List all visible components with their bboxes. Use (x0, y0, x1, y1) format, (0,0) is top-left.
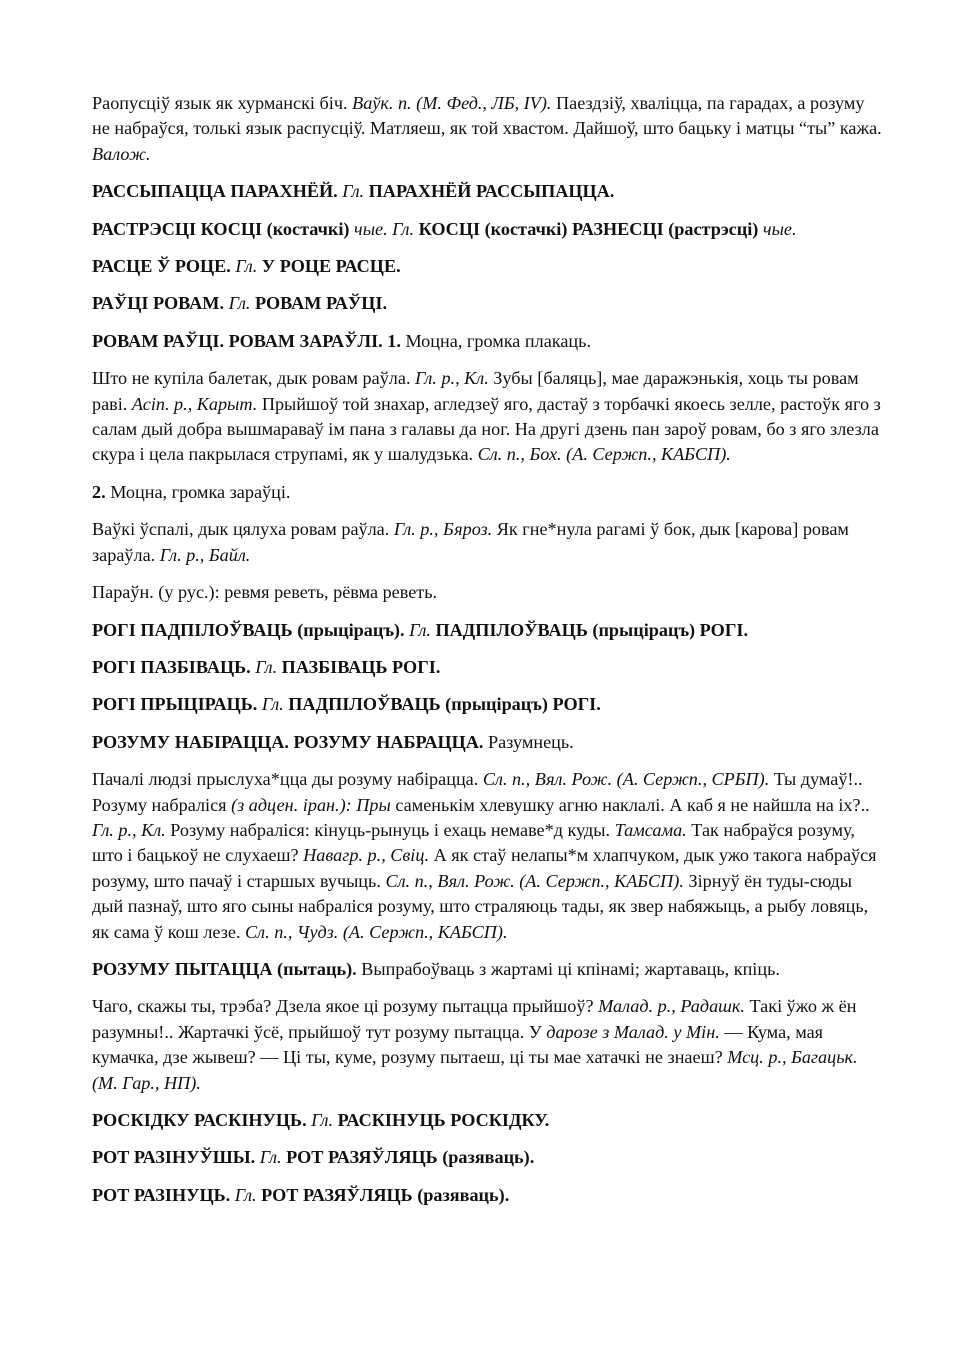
headword-text: РАСТРЭСЦІ КОСЦІ (костачкі) (92, 218, 350, 239)
headword-text: РАСКІНУЦЬ РОСКІДКУ. (333, 1110, 550, 1130)
paragraph (92, 254, 882, 279)
source-text: Гл. (224, 293, 251, 314)
body-text: Такі ўжо ж ён разумны!.. Жартачкі ўсё, прыйшоў тут розуму пытацца. У (92, 996, 857, 1042)
source-text: Сл. п., Вял. Рож. (А. Сержп., КАБСП). (385, 870, 684, 891)
headword-text: РОТ РАЗІНУЦЬ. (92, 1184, 231, 1205)
source-text: (з адцен. іран.): Пры (231, 794, 391, 815)
headword-text: У РОЦЕ РАСЦЕ. (257, 256, 401, 277)
paragraph (92, 1145, 882, 1170)
paragraph (92, 517, 882, 568)
paragraph (92, 329, 882, 354)
headword-text: РОТ РАЗІНУЎШЫ. (92, 1147, 256, 1168)
paragraph (92, 91, 882, 167)
body-text: Што не купіла балетак, дык ровам раўла. (92, 368, 416, 389)
source-text: Валож. (92, 143, 151, 164)
headword-text: КОСЦІ (костачкі) РАЗНЕСЦІ (растрэсці) (414, 218, 759, 239)
source-text: Гл. р., Бяроз. (393, 519, 493, 540)
paragraph (92, 1183, 882, 1208)
body-text: Раопусціў язык як хурманскі біч. (92, 93, 353, 113)
body-text: Як гне*нула рагамі ў бок, дык [карова] ровам зараўла. (92, 519, 849, 565)
body-text: Разумнець. (483, 731, 574, 752)
paragraph (92, 179, 882, 204)
paragraph (92, 480, 882, 505)
paragraph (92, 217, 882, 242)
headword-text: РОГІ ПАЗБІВАЦЬ. (92, 656, 251, 677)
paragraph (92, 767, 882, 945)
source-text: Асіп. р., Карыт. (131, 393, 258, 414)
body-text: Зубы [баляць], мае даражэнькія, хоць ты ровам раві. (92, 368, 859, 414)
source-text: Малад. р., Радашк. (598, 996, 745, 1017)
source-text: Гл. (257, 694, 284, 715)
paragraph (92, 655, 882, 680)
body-text: Моцна, громка зараўці. (105, 481, 291, 502)
source-text: Гл. р., Кл. (415, 368, 489, 389)
paragraph (92, 291, 882, 316)
paragraph (92, 957, 882, 982)
source-text: Гл. (306, 1110, 334, 1130)
body-text: А як стаў нелапы*м хлапчуком, дык ужо такога набраўся розуму, што пачаў і старшых вучыць. (92, 845, 877, 891)
headword-text: РОГІ ПАДПІЛОЎВАЦЬ (прыцірацъ). (92, 619, 405, 640)
body-text: Розуму набраліся: кінуць-рынуць і ехаць немаве*д куды. (165, 819, 615, 840)
source-text: Гл. (337, 181, 365, 202)
headword-text: ПАДПІЛОЎВАЦЬ (прыцірацъ) РОГІ. (283, 694, 601, 715)
body-text: Параўн. (у рус.): ревмя реветь, рёвма реветь. (92, 582, 438, 603)
headword-text: РОЗУМУ НАБІРАЦЦА. РОЗУМУ НАБРАЦЦА. (92, 731, 484, 752)
document-page (92, 91, 882, 1220)
source-text: чые. Гл. (349, 218, 415, 239)
source-text: Сл. п., Чудз. (А. Сержп., КАБСП). (245, 921, 508, 942)
body-text: — Кума, мая кумачка, дзе жывеш? — Ці ты, куме, розуму пытаеш, ці ты мае хатачкі не знаеш? (92, 1021, 824, 1068)
source-text: Гл. (230, 256, 258, 277)
paragraph (92, 618, 882, 643)
paragraph (92, 580, 882, 605)
source-text: Гл. р., Кл. (92, 819, 166, 840)
body-text: Так набраўся розуму, што і бацькоў не слухаеш? (92, 819, 855, 866)
source-text: Навагр. р., Свіц. (303, 845, 430, 866)
headword-text: РОТ РАЗЯЎЛЯЦЬ (разяваць). (281, 1147, 535, 1168)
body-text: Ты думаў!.. Розуму набраліся (92, 769, 863, 815)
headword-text: ПАДПІЛОЎВАЦЬ (прыцірацъ) РОГІ. (430, 619, 749, 640)
headword-text: РАЎЦІ РОВАМ. (92, 293, 225, 314)
source-text: Ваўк. п. (М. Фед., ЛБ, IV). (352, 93, 552, 113)
body-text: Паездзіў, хваліцца, па гарадах, а розуму не набраўся, толькі язык распусціў. Матляеш, як той хвастом. Дайшоў, што бацьку і матцы “ты” кажа. (92, 93, 882, 139)
headword-text: 2. (92, 481, 106, 502)
headword-text: РОЗУМУ ПЫТАЦЦА (пытаць). (92, 958, 357, 979)
headword-text: РОСКІДКУ РАСКІНУЦЬ. (92, 1110, 307, 1130)
source-text: дарозе з Малад. у Мін. (546, 1021, 720, 1042)
body-text: саменькім хлевушку агню наклалі. А каб я не найшла на іх?.. (390, 794, 870, 815)
paragraph (92, 692, 882, 717)
body-text: Зірнуў ён туды-сюды дый пазнаў, што яго сыны набраліся розуму, што страляюць тады, як звер набяжыць, а рыбу ловяць, як сама ў кош лезе. (92, 870, 869, 942)
source-text: Гл. (250, 656, 278, 677)
source-text: Гл. р., Байл. (159, 544, 251, 565)
body-text: Пачалі людзі прыслуха*цца ды розуму набірацца. (92, 769, 483, 790)
body-text: Прыйшоў той знахар, агледзеў яго, дастаў з торбачкі якоесь зелле, растоўк яго з салам дый добра вышмараваў ім пана з галавы да ног. На другі дзень пан зароў ровам, бо з яго злезла скура і цела пакрылася струпамі, як у шалудзька. (92, 393, 881, 465)
headword-text: РОВАМ РАЎЦІ. РОВАМ ЗАРАЎЛІ. 1. (92, 330, 401, 351)
body-text: Ваўкі ўспалі, дык цялуха ровам раўла. (92, 519, 394, 540)
source-text: Сл. п., Бох. (А. Сержп., КАБСП). (477, 444, 731, 465)
source-text: Мсц. р., Багацьк. (М. Гар., НП). (92, 1047, 858, 1093)
headword-text: РОГІ ПРЫЦІРАЦЬ. (92, 694, 258, 715)
paragraph (92, 366, 882, 468)
paragraph (92, 994, 882, 1096)
source-text: Тамсама. (614, 819, 687, 840)
headword-text: РОТ РАЗЯЎЛЯЦЬ (разяваць). (256, 1184, 510, 1205)
source-text: Гл. (255, 1147, 282, 1168)
headword-text: ПАРАХНЁЙ РАССЫПАЦЦА. (364, 181, 615, 202)
headword-text: РОВАМ РАЎЦІ. (250, 293, 388, 314)
source-text: чые. (758, 218, 797, 239)
body-text: Чаго, скажы ты, трэба? Дзела якое ці розуму пытацца прыйшоў? (92, 996, 599, 1017)
paragraph (92, 1108, 882, 1133)
source-text: Гл. (230, 1184, 257, 1205)
body-text: Выпрабоўваць з жартамі ці кпінамі; жартаваць, кпіць. (356, 958, 780, 979)
headword-text: РАССЫПАЦЦА ПАРАХНЁЙ. (92, 181, 338, 202)
body-text: Моцна, громка плакаць. (400, 330, 591, 351)
headword-text: РАСЦЕ Ў РОЦЕ. (92, 256, 231, 277)
paragraph (92, 730, 882, 755)
source-text: Сл. п., Вял. Рож. (А. Сержп., СРБП). (482, 769, 770, 790)
headword-text: ПАЗБІВАЦЬ РОГІ. (277, 656, 441, 677)
source-text: Гл. (404, 619, 431, 640)
